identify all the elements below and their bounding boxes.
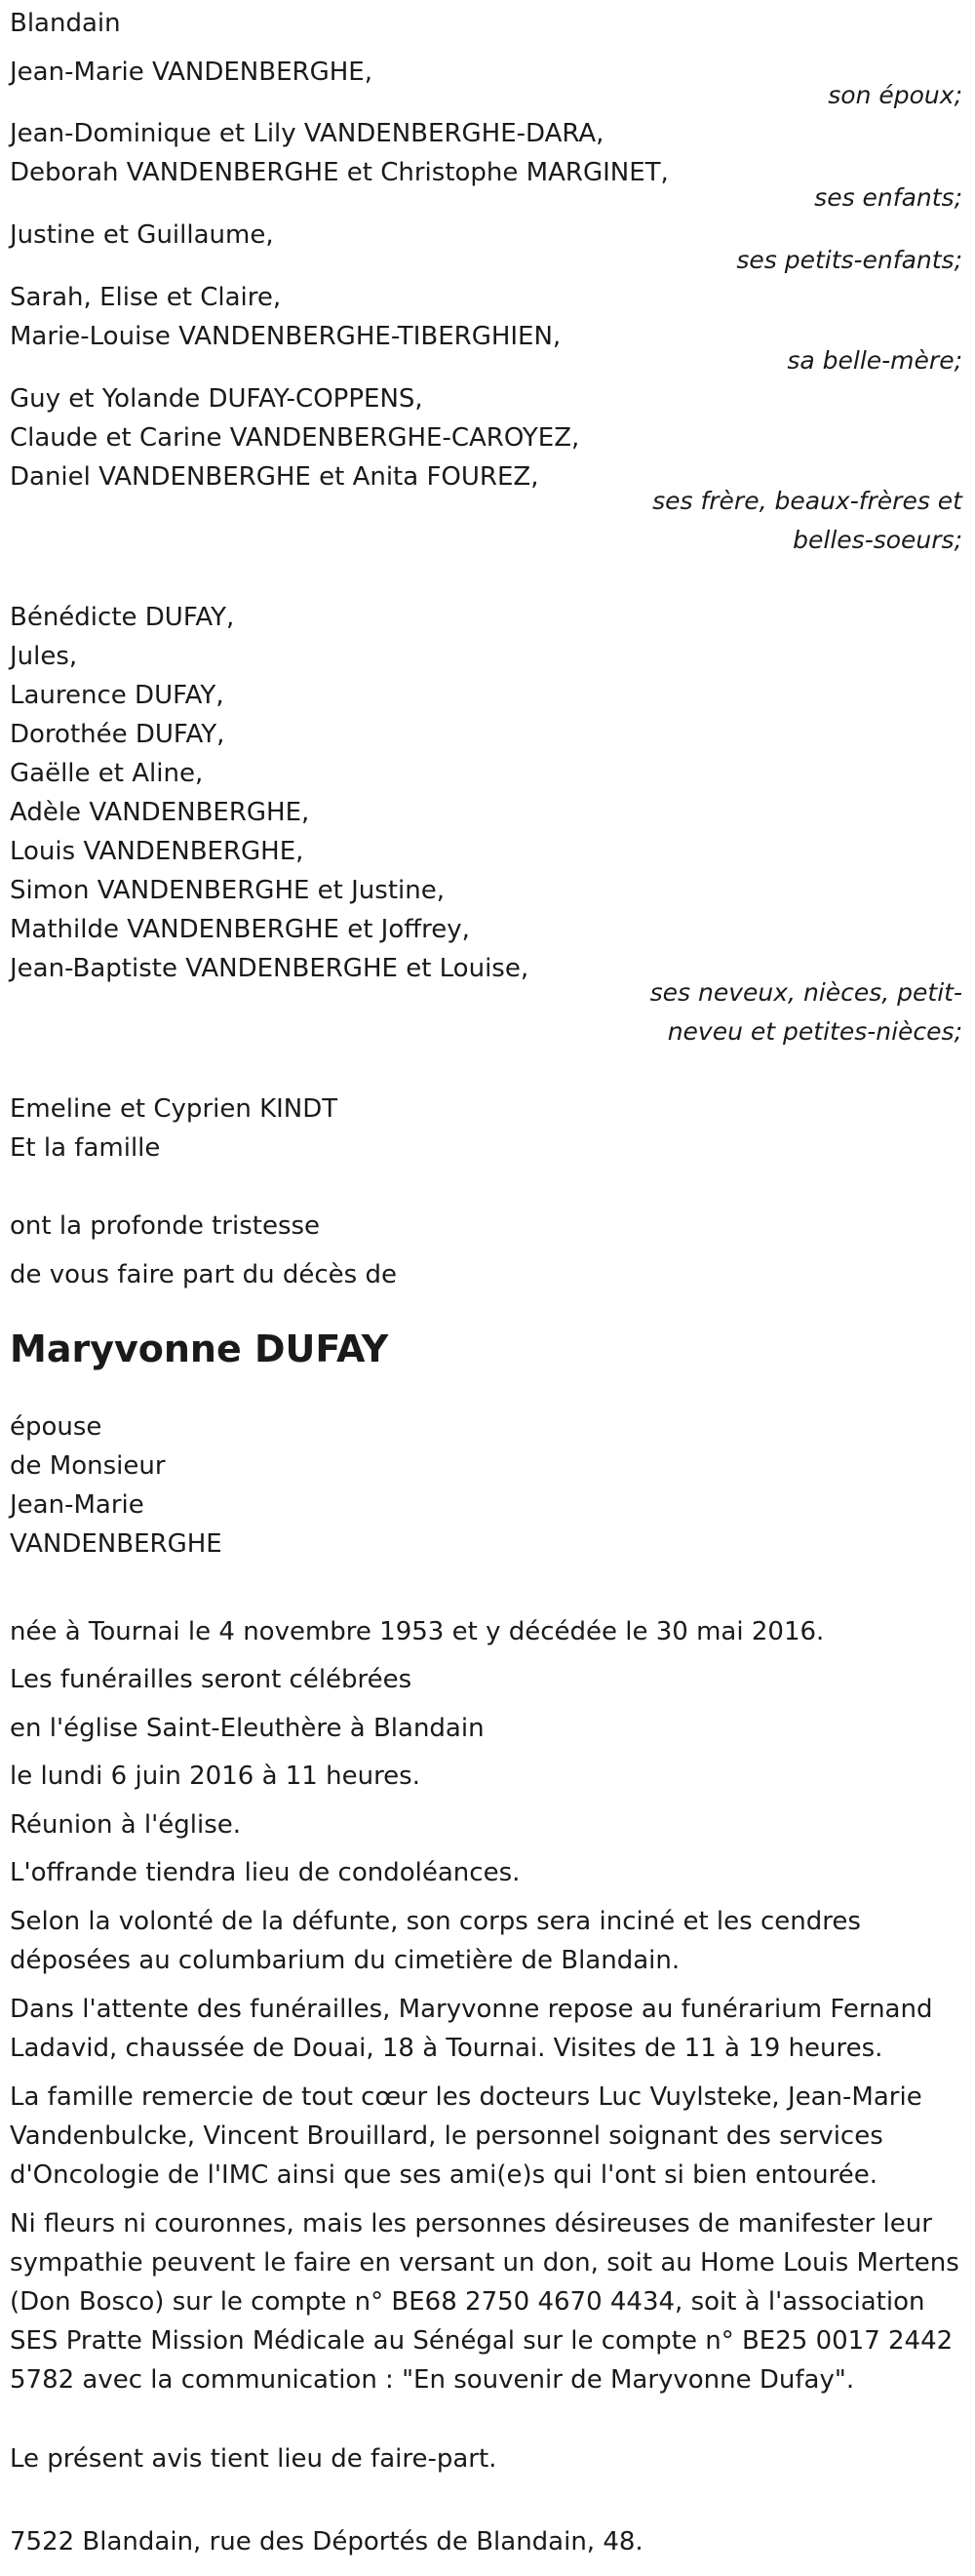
mourner-line: Jean-Baptiste VANDENBERGHE et Louise, (10, 954, 529, 983)
detail-paragraph: L'offrande tiendra lieu de condoléances. (10, 1858, 521, 1887)
announcement-line: de vous faire part du décès de (10, 1260, 397, 1289)
relation-label: ses enfants; (814, 183, 962, 212)
spouse-line: épouse (10, 1412, 102, 1442)
place-name: Blandain (10, 9, 121, 38)
mourner-line: Adèle VANDENBERGHE, (10, 798, 310, 827)
mourner-line: Et la famille (10, 1133, 161, 1163)
spouse-line: Jean-Marie (10, 1490, 144, 1520)
detail-paragraph: Ni fleurs ni couronnes, mais les personnes désireuses de manifester leur sympathie peuvent le faire en versant un don, soit au Home Louis Mertens (Don Bosco) sur le compte n° BE68 2750 4670 4434, soit à l'association SES Pratte Mission Médicale au Sénégal sur le compte n° BE25 0017 2442 5782 avec la communication : "En souvenir de Maryvonne Dufay". (10, 2209, 959, 2395)
mourner-line: Marie-Louise VANDENBERGHE-TIBERGHIEN, (10, 322, 562, 351)
mourner-line: Claude et Carine VANDENBERGHE-CAROYEZ, (10, 423, 580, 453)
detail-paragraph: née à Tournai le 4 novembre 1953 et y décédée le 30 mai 2016. (10, 1617, 825, 1646)
detail-paragraph: Dans l'attente des funérailles, Maryvonne repose au funérarium Fernand Ladavid, chaussée de Douai, 18 à Tournai. Visites de 11 à 19 heures. (10, 1995, 933, 2063)
mourner-line: Guy et Yolande DUFAY-COPPENS, (10, 384, 423, 414)
mourner-line: Jean-Dominique et Lily VANDENBERGHE-DARA, (10, 119, 604, 148)
mourner-line: Laurence DUFAY, (10, 681, 224, 710)
detail-paragraph: Selon la volonté de la défunte, son corps sera inciné et les cendres déposées au columbarium du cimetière de Blandain. (10, 1907, 861, 1975)
spouse-line: VANDENBERGHE (10, 1529, 222, 1559)
detail-paragraph: Le présent avis tient lieu de faire-part. (10, 2444, 497, 2474)
mourner-line: Sarah, Elise et Claire, (10, 283, 282, 312)
announcement-line: ont la profonde tristesse (10, 1211, 321, 1241)
mourner-line: Deborah VANDENBERGHE et Christophe MARGINET, (10, 158, 669, 187)
detail-paragraph: Réunion à l'église. (10, 1810, 242, 1840)
detail-paragraph: en l'église Saint-Eleuthère à Blandain (10, 1714, 485, 1743)
relation-label: son époux; (828, 81, 962, 109)
address: 7522 Blandain, rue des Déportés de Blandain, 48. (10, 2527, 644, 2556)
mourner-line: Jules, (10, 642, 78, 671)
deceased-name: Maryvonne DUFAY (10, 1328, 389, 1370)
relation-label: sa belle-mère; (787, 346, 962, 375)
detail-paragraph: La famille remercie de tout cœur les docteurs Luc Vuylsteke, Jean-Marie Vandenbulcke, Vincent Brouillard, le personnel soignant des services d'Oncologie de l'IMC ainsi que ses ami(e)s qui l'ont si bien entourée. (10, 2082, 922, 2190)
mourner-line: Bénédicte DUFAY, (10, 603, 235, 632)
mourner-line: Jean-Marie VANDENBERGHE, (10, 58, 372, 87)
mourner-line: Louis VANDENBERGHE, (10, 837, 304, 866)
relation-label: ses neveux, nièces, petit-neveu et petites-nièces; (649, 978, 962, 1046)
mourner-line: Justine et Guillaume, (10, 220, 274, 250)
detail-paragraph: Les funérailles seront célébrées (10, 1665, 412, 1694)
mourner-line: Mathilde VANDENBERGHE et Joffrey, (10, 915, 470, 944)
mourner-line: Dorothée DUFAY, (10, 720, 225, 749)
detail-paragraph: le lundi 6 juin 2016 à 11 heures. (10, 1762, 420, 1791)
mourner-line: Emeline et Cyprien KINDT (10, 1094, 338, 1124)
relation-label: ses frère, beaux-frères et belles-soeurs; (652, 487, 962, 554)
mourner-line: Simon VANDENBERGHE et Justine, (10, 876, 445, 905)
mourner-line: Daniel VANDENBERGHE et Anita FOUREZ, (10, 462, 539, 492)
relation-label: ses petits-enfants; (736, 246, 962, 274)
mourner-line: Gaëlle et Aline, (10, 759, 204, 788)
spouse-line: de Monsieur (10, 1451, 166, 1481)
